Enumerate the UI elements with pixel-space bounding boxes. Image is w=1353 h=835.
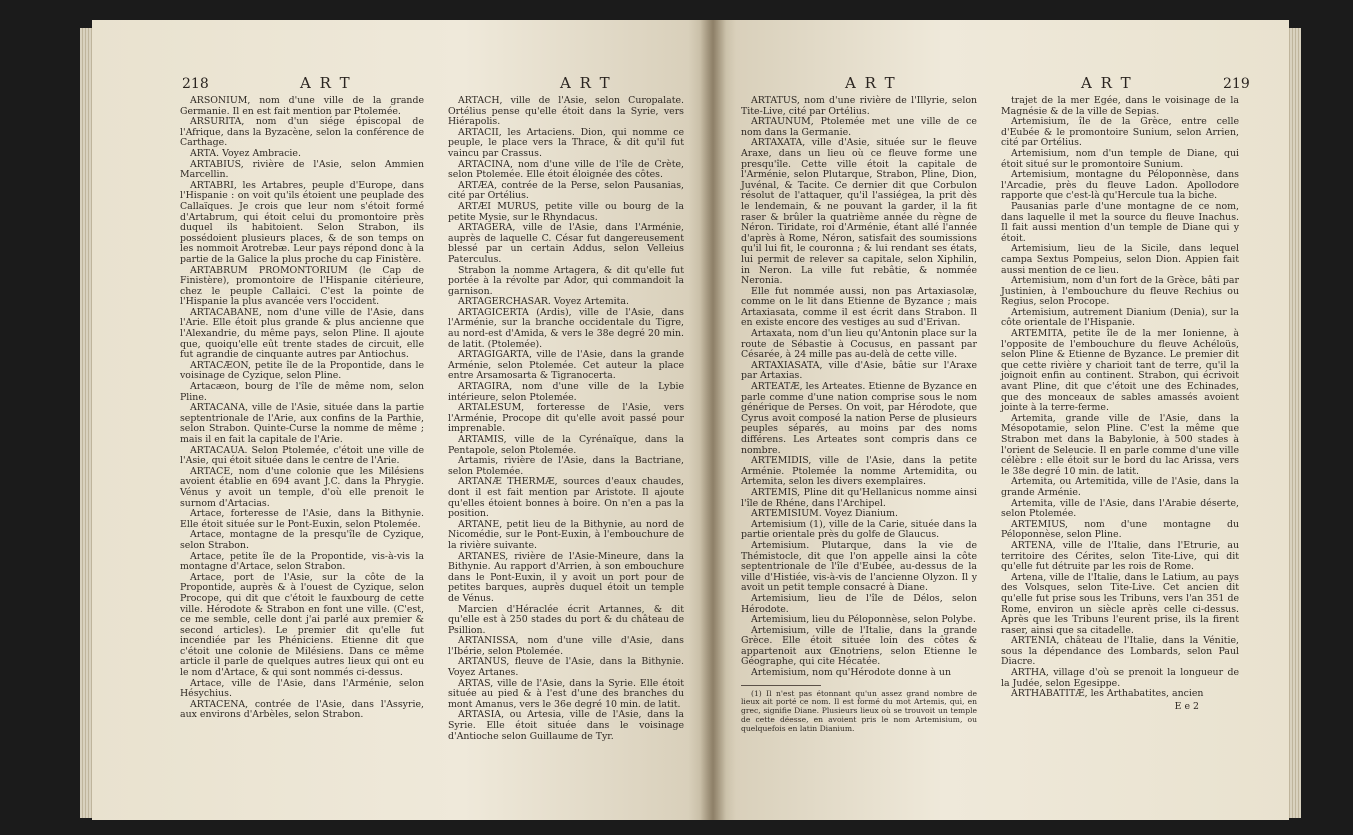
article-entry: ARTENIA, château de l'Italie, dans la Vénitie, sous la dépendance des Lombards, selon Paul Diacre.	[1001, 635, 1239, 668]
article-entry: ARTALESUM, forteresse de l'Asie, vers l'Arménie, Procope dit qu'elle avoit passé pour imprenable.	[448, 402, 684, 435]
right-page-edges	[1287, 28, 1301, 818]
article-entry: ARTHABATITÆ, les Arthabatites, ancien	[1011, 688, 1204, 700]
article-entry: Artemisium, nom qu'Hérodote donne à un	[751, 667, 952, 679]
article-entry: ARTEMISIUM. Voyez Dianium.	[751, 508, 899, 520]
article-entry: ARTANES, rivière de l'Asie-Mineure, dans la Bithynie. Au rapport d'Arrien, à son embouchure dans le Pont-Euxin, il y avoit un port pour de petites barques, auprès duquel étoit un temple de Vénus.	[448, 550, 684, 604]
left-column-2	[448, 96, 684, 742]
left-header-col1: A R T	[300, 74, 352, 92]
article-entry: ARTAGIRA, nom d'une ville de la Lybie intérieure, selon Ptolemée.	[448, 381, 684, 403]
article-entry: trajet de la mer Egée, dans le voisinage de la Magnésie & de la ville de Sepias.	[1001, 95, 1239, 117]
book-spread	[40, 8, 1330, 828]
article-entry: Artemisium (1), ville de la Carie, située dans la partie orientale près du golfe de Glaucus.	[741, 518, 977, 541]
right-column-2	[1001, 96, 1239, 712]
article-entry: ARTACINA, nom d'une ville de l'île de Crète, selon Ptolemée. Elle étoit éloignée des côtes.	[448, 158, 684, 181]
article-entry: ARTATUS, nom d'une rivière de l'Illyrie, selon Tite-Live, cité par Ortélius.	[741, 95, 977, 117]
article-entry: Artaxata, nom d'un lieu qu'Antonin place sur la route de Sébastie à Cocusus, en passant par Césarée, à 24 mille pas au-delà de cette ville.	[741, 328, 977, 361]
right-page-number: 219	[1223, 76, 1250, 92]
left-page-number: 218	[182, 76, 209, 92]
article-entry: Artemisium, nom d'un fort de la Grèce, bâti par Justinien, à l'embouchure du fleuve Rechius ou Regius, selon Procope.	[1001, 275, 1239, 308]
article-entry: Artemisium, nom d'un temple de Diane, qui étoit situé sur le promontoire Sunium.	[1001, 147, 1239, 170]
article-entry: Artemisium, ville de l'Italie, dans la grande Grèce. Elle étoit située loin des côtes & appartenoit aux Œnotriens, selon Etienne le Géographe, qui cite Hécatée.	[741, 624, 977, 668]
article-entry: ARTAXIASATA, ville d'Asie, bâtie sur l'Araxe par Artaxias.	[741, 359, 977, 382]
article-entry: ARTACANA, ville de l'Asie, située dans la partie septentrionale de l'Arie, aux confins de la Parthie, selon Strabon. Quinte-Curse la nomme de même ; mais il en fait la capitale de l'Arie.	[180, 402, 424, 445]
article-entry: ARTACABANE, nom d'une ville de l'Asie, dans l'Arie. Elle étoit plus grande & plus ancienne que l'Alexandrie, du même pays, selon Pline. Il ajoute que, quoiqu'elle eût trente stades de circuit, elle fut agrandie de cinquante autres par Antiochus.	[180, 306, 424, 361]
article-entry: Pausanias parle d'une montagne de ce nom, dans laquelle il met la source du fleuve Inachus. Il fait aussi mention d'un temple de Diane qui y étoit.	[1001, 200, 1239, 244]
article-entry: Artamis, rivière de l'Asie, dans la Bactriane, selon Ptolemée.	[448, 455, 684, 477]
article-entry: Artace, forteresse de l'Asie, dans la Bithynie. Elle étoit située sur le Pont-Euxin, selon Ptolemée.	[180, 508, 424, 530]
signature-mark: E e 2	[1174, 700, 1199, 712]
article-entry: Artace, montagne de la presqu'île de Cyzique, selon Strabon.	[180, 529, 424, 551]
article-entry: ARTACAUA. Selon Ptolemée, c'étoit une ville de l'Asie, qui étoit située dans le centre de l'Arie.	[180, 444, 424, 467]
article-entry: Artemisium, lieu de l'île de Délos, selon Hérodote.	[741, 592, 977, 615]
article-entry: Artemita, grande ville de l'Asie, dans la Mésopotamie, selon Pline. C'est la même que Strabon met dans la Babylonie, à 500 stades à l'orient de Seleucie. Il en parle comme d'une ville célèbre : elle étoit sur le bord du lac Arissa, vers le 38e degré 10 min. de latit.	[1001, 412, 1239, 477]
article-entry: ARTA. Voyez Ambracie.	[190, 147, 301, 159]
article-entry: Artace, ville de l'Asie, dans l'Arménie, selon Hésychius.	[180, 677, 424, 700]
article-entry: Artemisium, lieu du Péloponnèse, selon Polybe.	[751, 614, 976, 626]
article-entry: ARTABRUM PROMONTORIUM (le Cap de Finistère), promontoire de l'Hispanie citérieure, chez le peuple Callaici. C'est la pointe de l'Hispanie la plus avancée vers l'occident.	[180, 264, 424, 308]
article-entry: ARTEMIS, Pline dit qu'Hellanicus nomme ainsi l'île de Rhéne, dans l'Archipel.	[741, 486, 977, 509]
article-entry: ARTACII, les Artaciens. Dion, qui nomme ce peuple, le place vers la Thrace, & dit qu'il fut vaincu par Crassus.	[448, 126, 684, 159]
article-entry: ARTACÆON, petite île de la Propontide, dans le voisinage de Cyzique, selon Pline.	[180, 359, 424, 382]
right-header-col1: A R T	[845, 74, 897, 92]
article-entry: Artemisium. Plutarque, dans la vie de Thémistocle, dit que l'on appelle ainsi la côte septentrionale de l'île d'Eubée, au-dessus de la ville d'Histiée, vis-à-vis de l'ancienne Olyzon. Il y avoit un petit temple consacré à Diane.	[741, 539, 977, 594]
article-entry: ARSONIUM, nom d'une ville de la grande Germanie. Il en est fait mention par Ptolemée.	[180, 95, 424, 117]
article-entry: ARTANUS, fleuve de l'Asie, dans la Bithynie. Voyez Artanes.	[448, 656, 684, 679]
article-entry: ARTAUNUM, Ptolemée met une ville de ce nom dans la Germanie.	[741, 116, 977, 138]
article-entry: ARTAS, ville de l'Asie, dans la Syrie. Elle étoit située au pied & à l'est d'une des branches du mont Amanus, vers le 36e degré 10 min. de latit.	[448, 677, 684, 710]
article-entry: ARTEMITA, petite île de la mer Ionienne, à l'opposite de l'embouchure du fleuve Achéloüs, selon Pline & Etienne de Byzance. Le premier dit que cette rivière y charioit tant de terre, qu'il la joignoit enfin au continent. Strabon, qui écrivoit avant Pline, dit que c'étoit une des Echinades, que des monceaux de sables amassés avoient jointe à la terre-ferme.	[1001, 328, 1239, 414]
article-entry: Strabon la nomme Artagera, & dit qu'elle fut portée à la révolte par Ador, qui commandoit la garnison.	[448, 264, 684, 297]
article-entry: Artace, port de l'Asie, sur la côte de la Propontide, auprès & à l'ouest de Cyzique, selon Procope, qui dit que c'étoit le fauxbourg de cette ville. Hérodote & Strabon en font une ville. (C'est, ce me semble, celle dont j'ai parlé aux premier & second articles). Le premier dit qu'elle fut incendiée par les Phéniciens. Etienne dit que c'étoit une colonie de Milésiens. Dans ce même article il parle de quelques autres lieux qui ont eu le nom d'Artace, & qui sont nommés ci-dessus.	[180, 571, 424, 679]
article-entry: ARTANE, petit lieu de la Bithynie, au nord de Nicomédie, sur le Pont-Euxin, à l'embouchure de la rivière suivante.	[448, 518, 684, 551]
book-gutter	[700, 20, 726, 820]
article-entry: ARTÆI MURUS, petite ville ou bourg de la petite Mysie, sur le Rhyndacus.	[448, 200, 684, 223]
article-entry: Artacæon, bourg de l'île de même nom, selon Pline.	[180, 381, 424, 403]
article-entry: ARTAGERCHASAR. Voyez Artemita.	[458, 296, 630, 308]
article-entry: ARSURITA, nom d'un siége épiscopal de l'Afrique, dans la Byzacène, selon la conférence de Carthage.	[180, 116, 424, 149]
article-entry: ARTANÆ THERMÆ, sources d'eaux chaudes, dont il est fait mention par Aristote. Il ajoute qu'elles étoient bonnes à boire. On n'en a pas la position.	[448, 476, 684, 520]
article-entry: ARTABRI, les Artabres, peuple d'Europe, dans l'Hispanie : on voit qu'ils étoient une peuplade des Callaïques. Je crois que leur nom s'étoit formé d'Artabrum, qui étoit celui du promontoire près duquel ils habitoient. Selon Strabon, ils possédoient plusieurs places, & de son temps on les nommoit Arotrebæ. Leur pays répond donc à la partie de la Galice la plus proche du cap Finistère.	[180, 179, 424, 265]
article-entry: ARTAMIS, ville de la Cyrénaïque, dans la Pentapole, selon Ptolemée.	[448, 434, 684, 456]
article-entry: ARTANISSA, nom d'une ville d'Asie, dans l'Ibérie, selon Ptolemée.	[448, 635, 684, 657]
article-entry: Artemisium, île de la Grèce, entre celle d'Eubée & le promontoire Sunium, selon Arrien, cité par Ortélius.	[1001, 116, 1239, 149]
article-entry: ARTAXATA, ville d'Asie, située sur le fleuve Araxe, dans un lieu où ce fleuve forme une presqu'île. Cette ville étoit la capitale de l'Arménie, selon Plutarque, Strabon, Pline, Dion, Juvénal, & Tacite. Ce dernier dit que Corbulon résolut de l'attaquer, qu'il l'assiégea, la prit dès le lendemain, & ne pouvant la garder, il la fit raser & brûler la quatrième année du règne de Néron. Tiridate, roi d'Arménie, étant allé l'année d'après à Rome, Néron, satisfait des soumissions qu'il lui fit, le couronna ; & lui rendant ses états, lui permit de relever sa capitale, selon Xiphilin, in Neron. La ville fut rebâtie, & nommée Neronia.	[741, 137, 977, 287]
article-entry: Elle fut nommée aussi, non pas Artaxiasolæ, comme on le lit dans Etienne de Byzance ; mais Artaxiasata, comme il est écrit dans Strabon. Il en existe encore des vestiges au sud d'Erivan.	[741, 285, 977, 329]
left-header-col2: A R T	[560, 74, 612, 92]
article-entry: ARTACE, nom d'une colonie que les Milésiens avoient établie en 694 avant J.C. dans la Phrygie. Vénus y avoit un temple, d'où elle prenoit le surnom d'Artacias.	[180, 465, 424, 509]
article-entry: ARTAGIGARTA, ville de l'Asie, dans la grande Arménie, selon Ptolemée. Cet auteur la place entre Arsamosarta & Tigranocerta.	[448, 349, 684, 382]
article-entry: ARTEMIDIS, ville de l'Asie, dans la petite Arménie. Ptolemée la nomme Artemidita, ou Artemita, selon les divers exemplaires.	[741, 455, 977, 488]
article-entry: Artemita, ou Artemitida, ville de l'Asie, dans la grande Arménie.	[1001, 476, 1239, 498]
article-entry: ARTENA, ville de l'Italie, dans l'Etrurie, au territoire des Cérites, selon Tite-Live, qui dit qu'elle fut détruite par les rois de Rome.	[1001, 539, 1239, 573]
article-entry: ARTEATÆ, les Arteates. Etienne de Byzance en parle comme d'une nation comprise sous le nom générique de Perses. On voit, par Hérodote, que Cyrus avoit composé la nation Perse de plusieurs peuples séparés, au moins par des noms différens. Les Arteates sont compris dans ce nombre.	[741, 381, 977, 456]
article-entry: Artemisium, autrement Dianium (Denia), sur la côte orientale de l'Hispanie.	[1001, 306, 1239, 329]
footnote-rule	[741, 685, 821, 686]
article-entry: ARTÆA, contrée de la Perse, selon Pausanias, cité par Ortélius.	[448, 179, 684, 202]
right-page	[713, 20, 1289, 820]
article-entry: Artemita, ville de l'Asie, dans l'Arabie déserte, selon Ptolemée.	[1001, 497, 1239, 520]
article-entry: Artemisium, montagne du Péloponnèse, dans l'Arcadie, près du fleuve Ladon. Apollodore rapporte que c'est-là qu'Hercule tua la biche.	[1001, 169, 1239, 202]
right-column-1	[741, 96, 977, 734]
article-entry: ARTHA, village d'où se prenoit la longueur de la Judée, selon Egesippe.	[1001, 667, 1239, 689]
article-entry: Artace, petite île de la Propontide, vis-à-vis la montagne d'Artace, selon Strabon.	[180, 550, 424, 573]
article-entry: ARTACH, ville de l'Asie, selon Curopalate. Ortélius pense qu'elle étoit dans la Syrie, vers Hiérapolis.	[448, 95, 684, 128]
article-entry: ARTEMIUS, nom d'une montagne du Péloponnèse, selon Pline.	[1001, 518, 1239, 541]
article-entry: ARTABIUS, rivière de l'Asie, selon Ammien Marcellin.	[180, 158, 424, 181]
article-entry: ARTAGICERTA (Ardis), ville de l'Asie, dans l'Arménie, sur la branche occidentale du Tigre, au nord-est d'Amida, & vers le 38e degré 20 min. de latit. (Ptolemée).	[448, 306, 684, 350]
article-entry: Artena, ville de l'Italie, dans le Latium, au pays des Volsques, selon Tite-Live. Cet ancien dit qu'elle fut prise sous les Tribuns, vers l'an 351 de Rome, environ un siècle après celle ci-dessus. Après que les Tribuns l'eurent prise, ils la firent raser, ainsi que sa citadelle.	[1001, 571, 1239, 636]
article-entry: ARTAGERA, ville de l'Asie, dans l'Arménie, auprès de laquelle C. César fut dangereusement blessé par un certain Addus, selon Velleius Paterculus.	[448, 222, 684, 265]
left-page	[92, 20, 713, 820]
footnote: (1) Il n'est pas étonnant qu'un assez grand nombre de lieux ait porté ce nom. Il est formé du mot Artemis, qui, en grec, signifie Diane. Plusieurs lieux où se trouvoit un temple de cette déesse, en avoient pris le nom Artemisium, ou quelquefois en latin Dianium.	[741, 688, 977, 733]
right-header-col2: A R T	[1081, 74, 1133, 92]
article-entry: Artemisium, lieu de la Sicile, dans lequel campa Sextus Pompeius, selon Dion. Appien fait aussi mention de ce lieu.	[1001, 243, 1239, 276]
article-entry: ARTASIA, ou Artesia, ville de l'Asie, dans la Syrie. Elle étoit située dans le voisinage d'Antioche selon Guillaume de Tyr.	[448, 709, 684, 742]
left-column-1	[180, 96, 424, 721]
article-entry: ARTACENA, contrée de l'Asie, dans l'Assyrie, aux environs d'Arbèles, selon Strabon.	[180, 698, 424, 721]
article-entry: Marcien d'Héraclée écrit Artannes, & dit qu'elle est à 250 stades du port & du château de Psillion.	[448, 603, 684, 636]
